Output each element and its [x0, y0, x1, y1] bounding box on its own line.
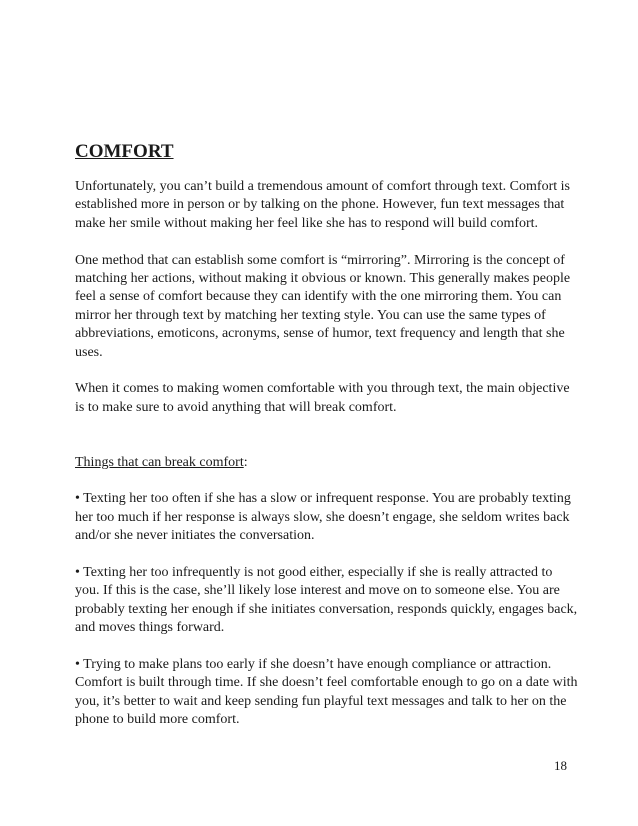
bullet-item-3: • Trying to make plans too early if she doesn’t have enough compliance or attraction. Comfort is built through time. If she doesn’t feel comfortable enough to go on a date with you, it’s better to wait and keep sending fun playful text messages and talk to her on the phone to build more comfort. [75, 657, 578, 728]
subheading-colon: : [243, 454, 248, 470]
section-heading: COMFORT [75, 141, 174, 162]
subheading-text: Things that can break comfort [75, 454, 244, 470]
page-content [75, 140, 580, 748]
bullet-item-2: • Texting her too infrequently is not good either, especially if she is really attracted to you. If this is the case, she’ll likely lose interest and move on to someone else. You are probably texting her enough if she initiates conversation, responds quickly, engages back, and moves things forward. [75, 565, 578, 636]
page-number: 18 [554, 758, 567, 773]
section-spacer [75, 436, 580, 454]
bullet-item-1: • Texting her too often if she has a slow or infrequent response. You are probably texting her too much if her response is always slow, she doesn’t engage, she seldom writes back and/or she never initiates the conversation. [75, 491, 571, 544]
intro-paragraph-1: Unfortunately, you can’t build a tremendous amount of comfort through text. Comfort is established more in person or by talking on the phone. However, fun text messages that make her smile without making her feel like she has to respond will build comfort. [75, 179, 570, 231]
intro-paragraph-3: When it comes to making women comfortable with you through text, the main objective is to make sure to avoid anything that will break comfort. [75, 381, 570, 415]
subheading [75, 454, 580, 472]
intro-paragraph-2: One method that can establish some comfort is “mirroring”. Mirroring is the concept of matching her actions, without making it obvious or known. This generally makes people feel a sense of comfort because they can identify with the one mirroring them. You can mirror her through text by matching her texting style. You can use the same types of abbreviations, emoticons, acronyms, sense of humor, text frequency and length that she uses. [75, 252, 571, 360]
